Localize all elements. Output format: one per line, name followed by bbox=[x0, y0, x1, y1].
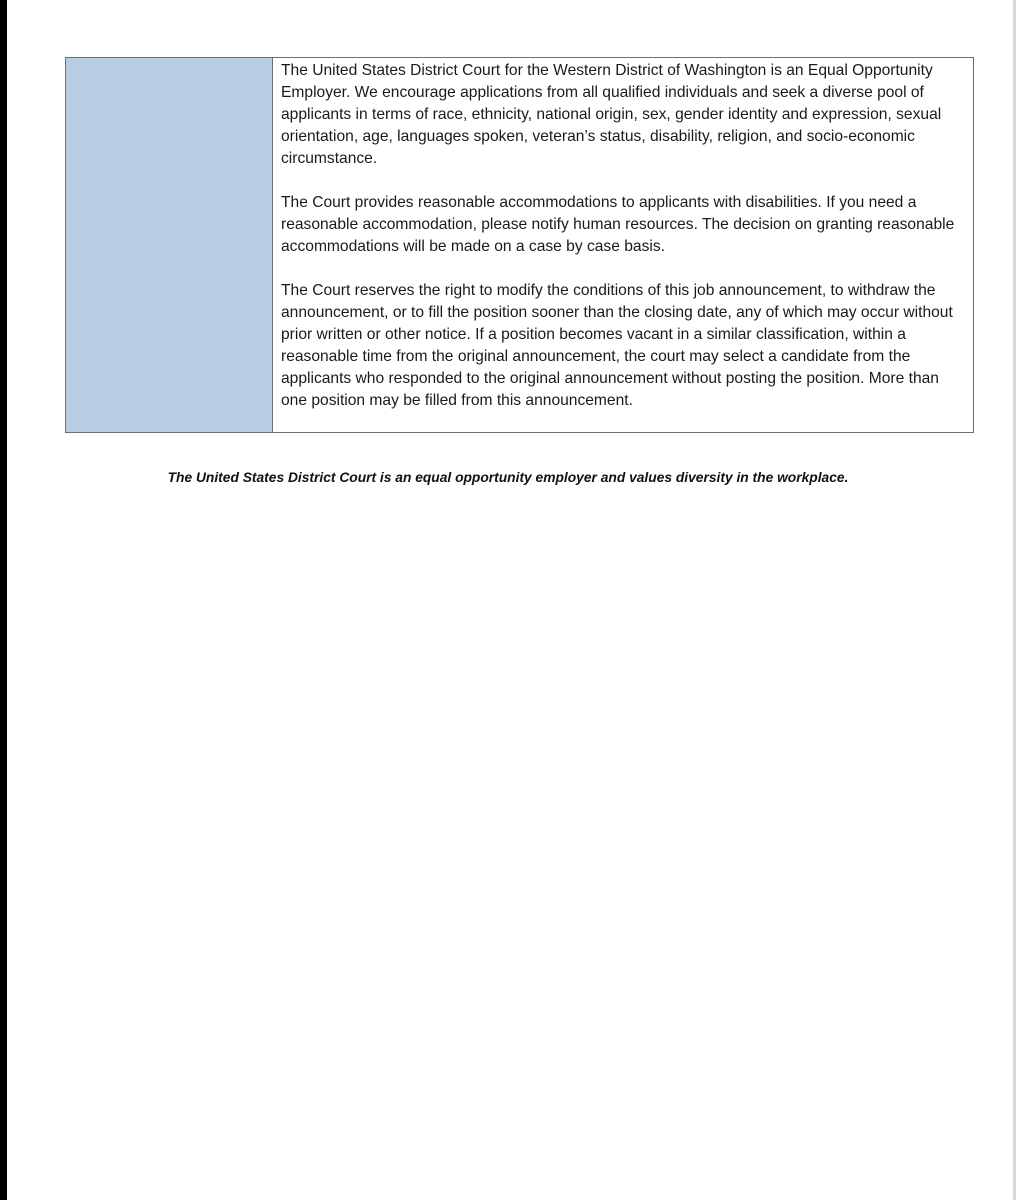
table-content-cell bbox=[273, 58, 973, 432]
eeo-paragraph: The United States District Court for the Western District of Washington is an Equal Opportunity Employer. We encourage applications from all qualified individuals and seek a diverse pool of applicants in terms of race, ethnicity, national origin, sex, gender identity and expression, sexual orientation, age, languages spoken, veteran’s status, disability, religion, and socio-economic circumstance. bbox=[281, 62, 942, 167]
table-label-cell bbox=[66, 58, 273, 432]
eeo-info-table bbox=[65, 57, 974, 433]
equal-opportunity-note: The United States District Court is an equal opportunity employer and values diversity in the workplace. bbox=[167, 470, 849, 485]
left-window-edge bbox=[0, 0, 7, 1200]
accommodation-paragraph: The Court provides reasonable accommodations to applicants with disabilities. If you need a reasonable accommodation, please notify human resources. The decision on granting reasonable accommodations will be made on a case by case basis. bbox=[281, 194, 955, 255]
reservation-paragraph: The Court reserves the right to modify the conditions of this job announcement, to withdraw the announcement, or to fill the position sooner than the closing date, any of which may occur without prior written or other notice. If a position becomes vacant in a similar classification, within a reasonable time from the original announcement, the court may select a candidate from the applicants who responded to the original announcement without posting the position. More than one position may be filled from this announcement. bbox=[281, 282, 953, 409]
